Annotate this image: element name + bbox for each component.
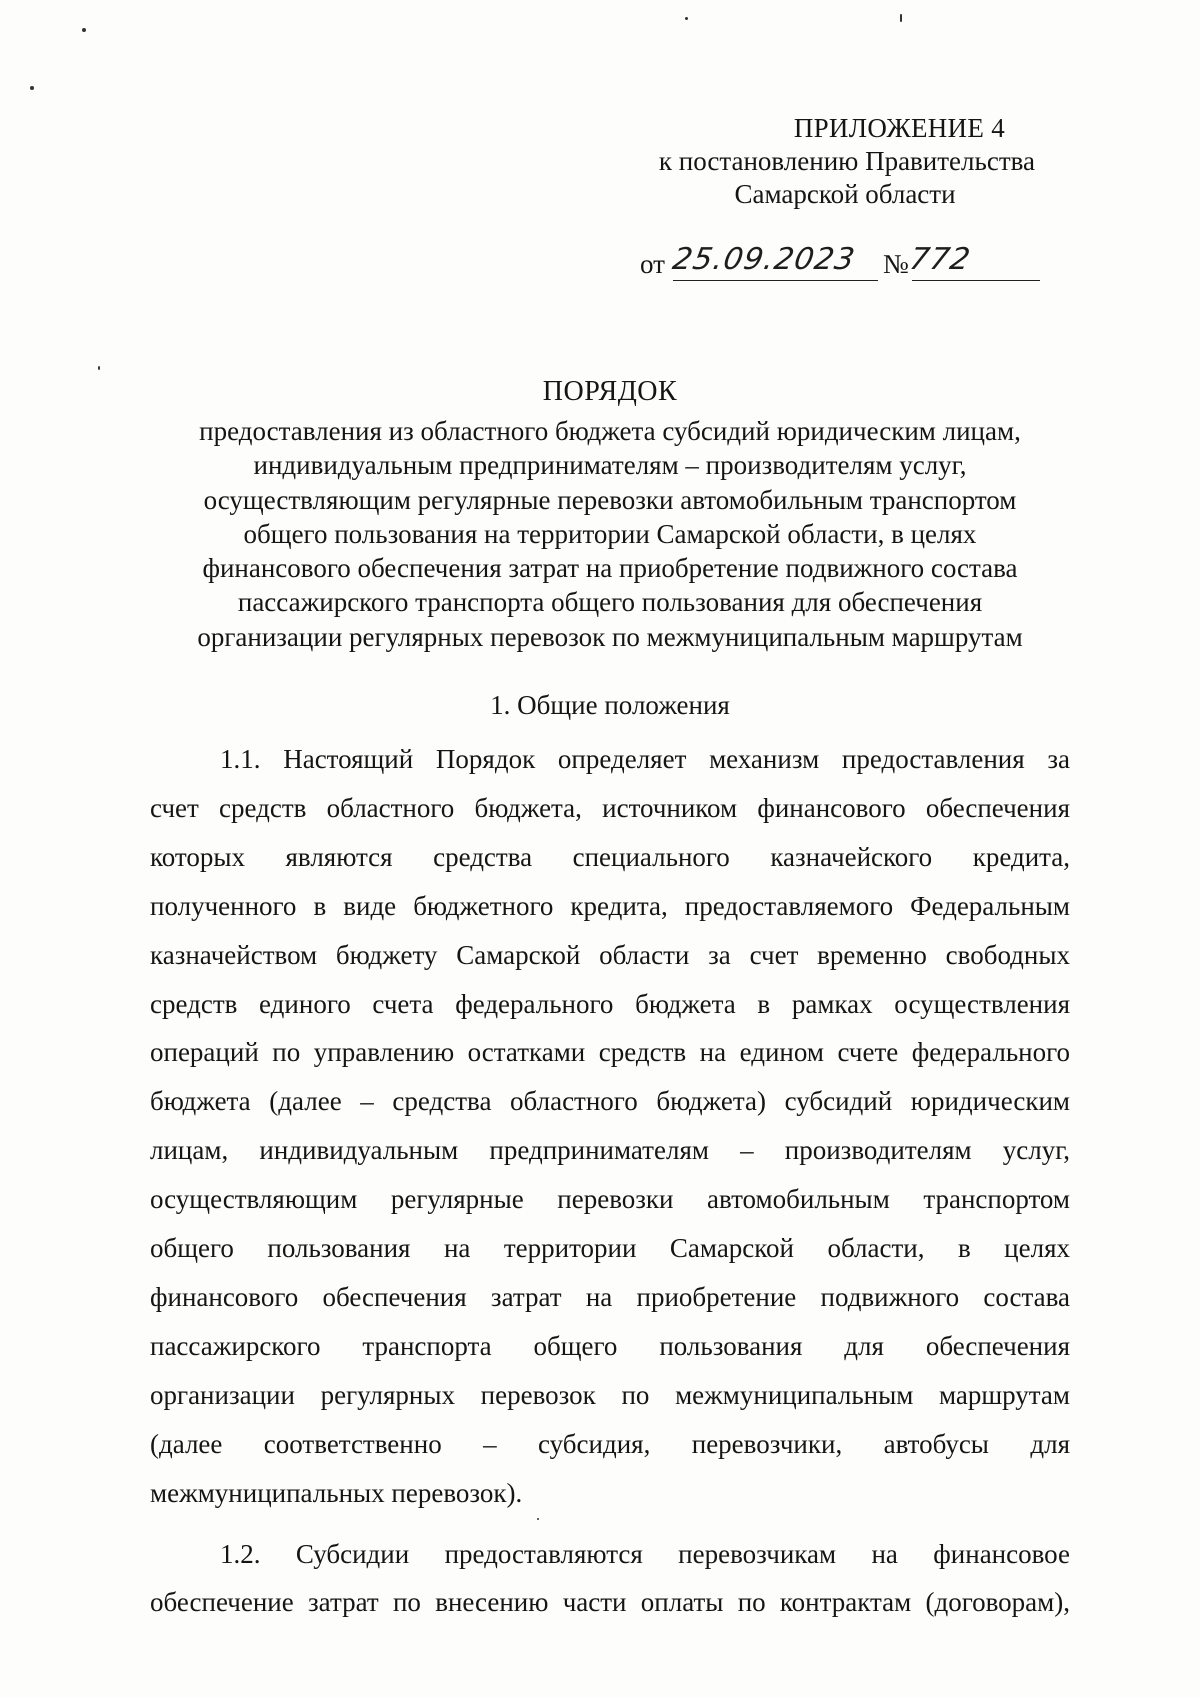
text-line: казначейством бюджету Самарской области за счет временно свободных bbox=[150, 939, 1070, 970]
text-line: средств единого счета федерального бюджета в рамках осуществления bbox=[150, 988, 1070, 1019]
text-line: финансового обеспечения затрат на приобретение подвижного состава bbox=[150, 1281, 1070, 1312]
date-underline bbox=[673, 280, 878, 281]
scan-speck bbox=[900, 14, 902, 22]
text-line: обеспечение затрат по внесению части оплаты по контрактам (договорам), bbox=[150, 1587, 1070, 1617]
scan-speck bbox=[98, 366, 100, 370]
scan-speck bbox=[537, 1518, 539, 1520]
date-prefix: от bbox=[640, 249, 665, 279]
subtitle-line: индивидуальным предпринимателям – производителям услуг, bbox=[253, 450, 967, 481]
paragraph-1-1 bbox=[150, 735, 1070, 1518]
scan-speck bbox=[82, 28, 86, 32]
paragraph-1-2 bbox=[150, 1530, 1070, 1626]
section-heading: 1. Общие положения bbox=[490, 690, 730, 720]
subtitle-line: пассажирского транспорта общего пользования для обеспечения bbox=[237, 587, 983, 618]
text-line: (далее соответственно – субсидия, перевозчики, автобусы для bbox=[150, 1428, 1070, 1459]
text-line: 1.2. Субсидии предоставляются перевозчикам на финансовое bbox=[220, 1539, 1070, 1569]
number-underline bbox=[912, 280, 1040, 281]
text-line: организации регулярных перевозок по межмуниципальным маршрутам bbox=[150, 1379, 1070, 1410]
subtitle-line: организации регулярных перевозок по межмуниципальным маршрутам bbox=[197, 621, 1023, 652]
text-line: лицам, индивидуальным предпринимателям – производителям услуг, bbox=[150, 1135, 1070, 1166]
text-line: бюджета (далее – средства областного бюджета) субсидий юридическим bbox=[150, 1086, 1070, 1117]
appendix-title: ПРИЛОЖЕНИЕ 4 bbox=[793, 113, 1005, 143]
appendix-line-3: Самарской области bbox=[734, 179, 956, 209]
subtitle-line: осуществляющим регулярные перевозки автомобильным транспортом bbox=[203, 484, 1017, 515]
text-line: которых являются средства специального казначейского кредита, bbox=[150, 841, 1070, 872]
resolution-date-number bbox=[640, 244, 1040, 284]
subtitle-line: предоставления из областного бюджета субсидий юридическим лицам, bbox=[199, 416, 1021, 446]
text-line: пассажирского транспорта общего пользования для обеспечения bbox=[150, 1330, 1070, 1361]
document-subtitle bbox=[150, 414, 1070, 654]
appendix-header bbox=[615, 112, 1035, 211]
handwritten-number: 772 bbox=[907, 242, 974, 277]
number-sign: № bbox=[883, 249, 909, 279]
scan-speck bbox=[30, 86, 34, 90]
document-title: ПОРЯДОК bbox=[542, 376, 678, 407]
text-line: операций по управлению остатками средств на едином счете федерального bbox=[150, 1037, 1070, 1068]
text-line: 1.1. Настоящий Порядок определяет механизм предоставления за bbox=[220, 744, 1070, 774]
text-line: общего пользования на территории Самарской области, в целях bbox=[150, 1233, 1070, 1264]
text-line: межмуниципальных перевозок). bbox=[150, 1477, 523, 1508]
text-line: счет средств областного бюджета, источником финансового обеспечения bbox=[150, 792, 1070, 823]
subtitle-line: общего пользования на территории Самарской области, в целях bbox=[243, 518, 977, 549]
appendix-line-2: к постановлению Правительства bbox=[658, 146, 1035, 176]
handwritten-date: 25.09.2023 bbox=[670, 242, 858, 277]
subtitle-line: финансового обеспечения затрат на приобретение подвижного состава bbox=[202, 553, 1018, 584]
scan-speck bbox=[685, 17, 688, 20]
text-line: осуществляющим регулярные перевозки автомобильным транспортом bbox=[150, 1184, 1070, 1215]
text-line: полученного в виде бюджетного кредита, предоставляемого Федеральным bbox=[150, 890, 1070, 921]
